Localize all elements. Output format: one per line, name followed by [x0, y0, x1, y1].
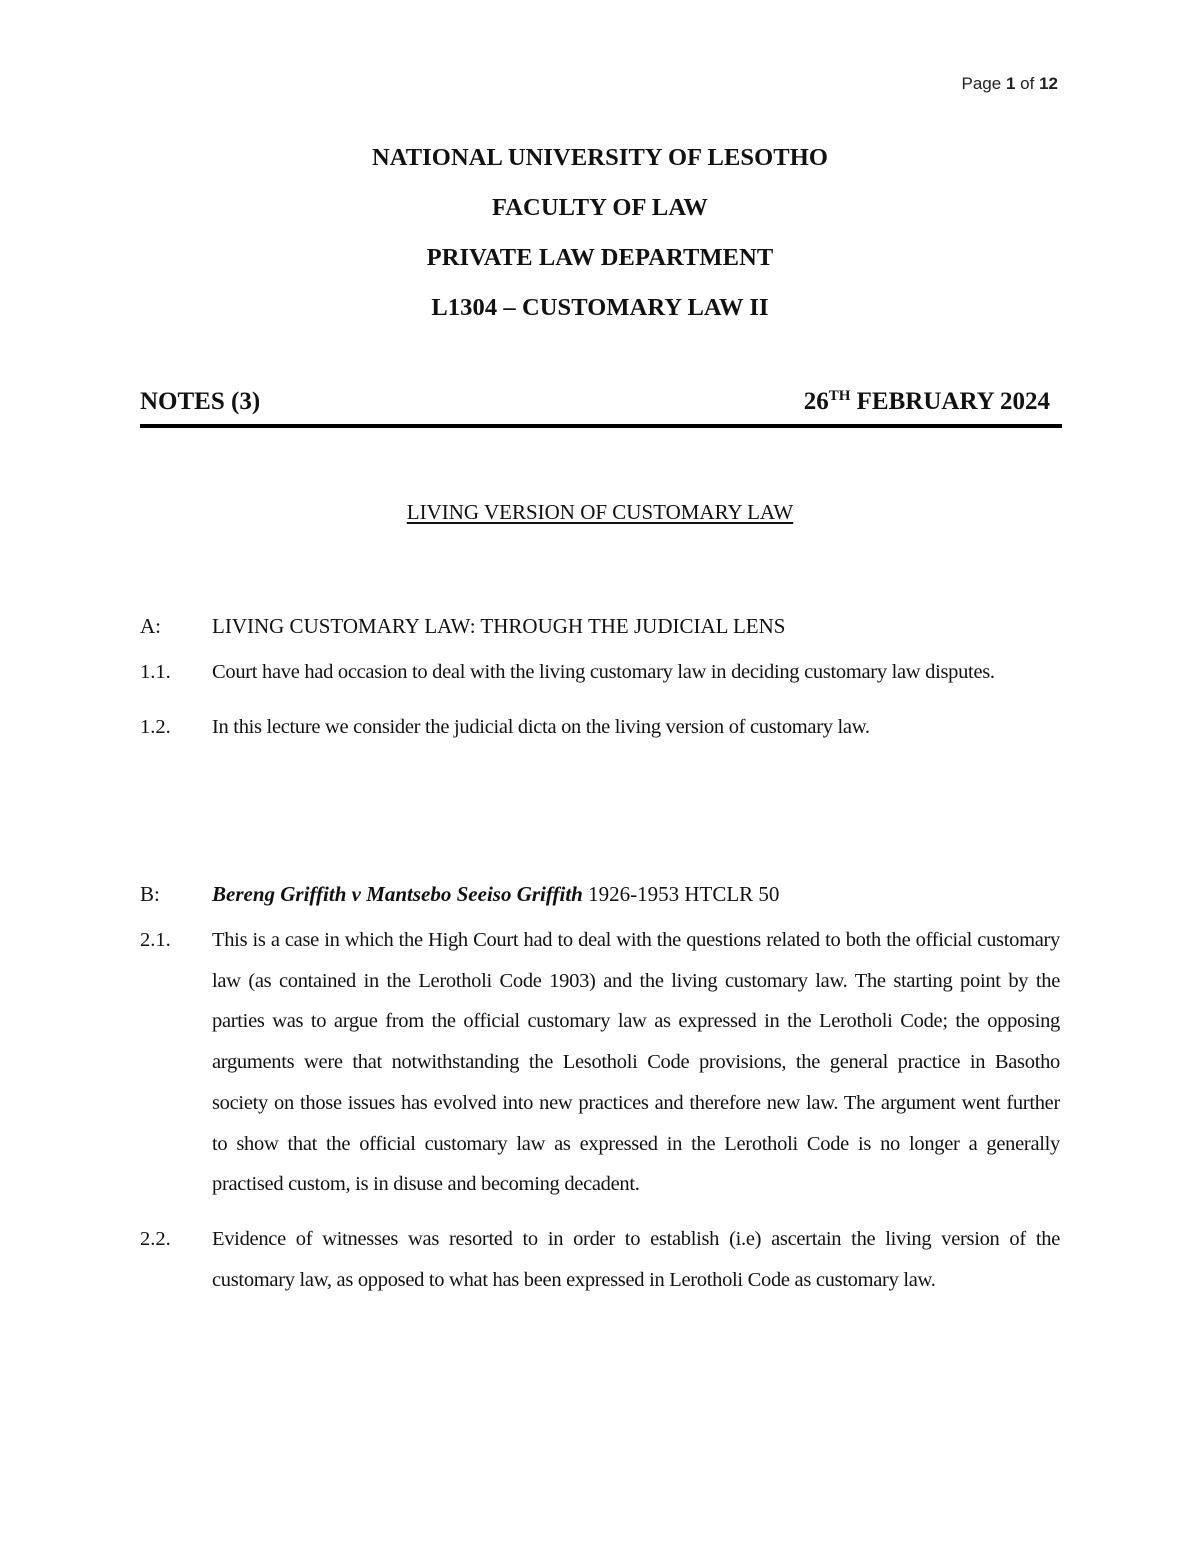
paragraph — [140, 652, 1060, 693]
paragraph-number: 2.1. — [140, 929, 171, 951]
section-heading — [140, 612, 1060, 652]
paragraph-text: Evidence of witnesses was resorted to in order to establish (i.e) ascertain the living version of the customary law, as opposed to what has been expressed in Lerotholi Code as customary law. — [212, 1227, 1060, 1291]
faculty-name: FACULTY OF LAW — [491, 194, 709, 221]
page-label: Page — [961, 74, 1002, 93]
notes-bar — [140, 388, 1062, 428]
page-number — [962, 74, 1058, 94]
case-citation: 1926-1953 HTCLR 50 — [582, 882, 780, 906]
university-name: NATIONAL UNIVERSITY OF LESOTHO — [371, 144, 829, 171]
course-title: L1304 – CUSTOMARY LAW II — [431, 294, 769, 321]
department-name: PRIVATE LAW DEPARTMENT — [426, 244, 774, 271]
case-name: Bereng Griffith v Mantsebo Seeiso Griffith — [212, 882, 583, 906]
notes-date — [804, 388, 1050, 416]
paragraph-number: 2.2. — [140, 1227, 171, 1250]
section-letter: A: — [140, 614, 161, 638]
paragraph-number: 1.1. — [140, 661, 171, 683]
section-letter: B: — [140, 882, 160, 906]
page-current: 1 — [1005, 74, 1016, 93]
section-title — [212, 880, 779, 908]
page-total: 12 — [1039, 74, 1058, 93]
paragraph-number: 1.2. — [140, 715, 171, 738]
date-day: 26 — [803, 388, 829, 415]
title-block — [0, 140, 1200, 340]
paragraph-text: Court have had occasion to deal with the living customary law in deciding customary law disputes. — [212, 661, 995, 683]
date-rest: FEBRUARY 2024 — [856, 388, 1050, 415]
date-suffix: TH — [828, 388, 851, 404]
paragraph — [140, 920, 1060, 1205]
paragraph — [140, 707, 1060, 748]
document-heading: LIVING VERSION OF CUSTOMARY LAW — [406, 500, 794, 524]
section-b — [140, 880, 1060, 1314]
paragraph-text: This is a case in which the High Court had to deal with the questions related to both the official customary law (as contained in the Lerotholi Code 1903) and the living customary law. The starting point by the parties was to argue from the official customary law as expressed in the Lerotholi Code; the opposing arguments were that notwithstanding the Lesotholi Code provisions, the general practice in Basotho society on those issues has evolved into new practices and therefore new law. The argument went further to show that the official customary law as expressed in the Lerotholi Code is no longer a generally practised custom, is in disuse and becoming decadent. — [212, 929, 1060, 1196]
page-of: of — [1020, 74, 1035, 93]
section-heading — [140, 880, 1060, 920]
section-a — [140, 612, 1060, 761]
section-title: LIVING CUSTOMARY LAW: THROUGH THE JUDICIAL LENS — [212, 614, 786, 638]
paragraph-text: In this lecture we consider the judicial dicta on the living version of customary law. — [212, 715, 870, 738]
paragraph — [140, 1219, 1060, 1300]
notes-label: NOTES (3) — [140, 388, 261, 415]
